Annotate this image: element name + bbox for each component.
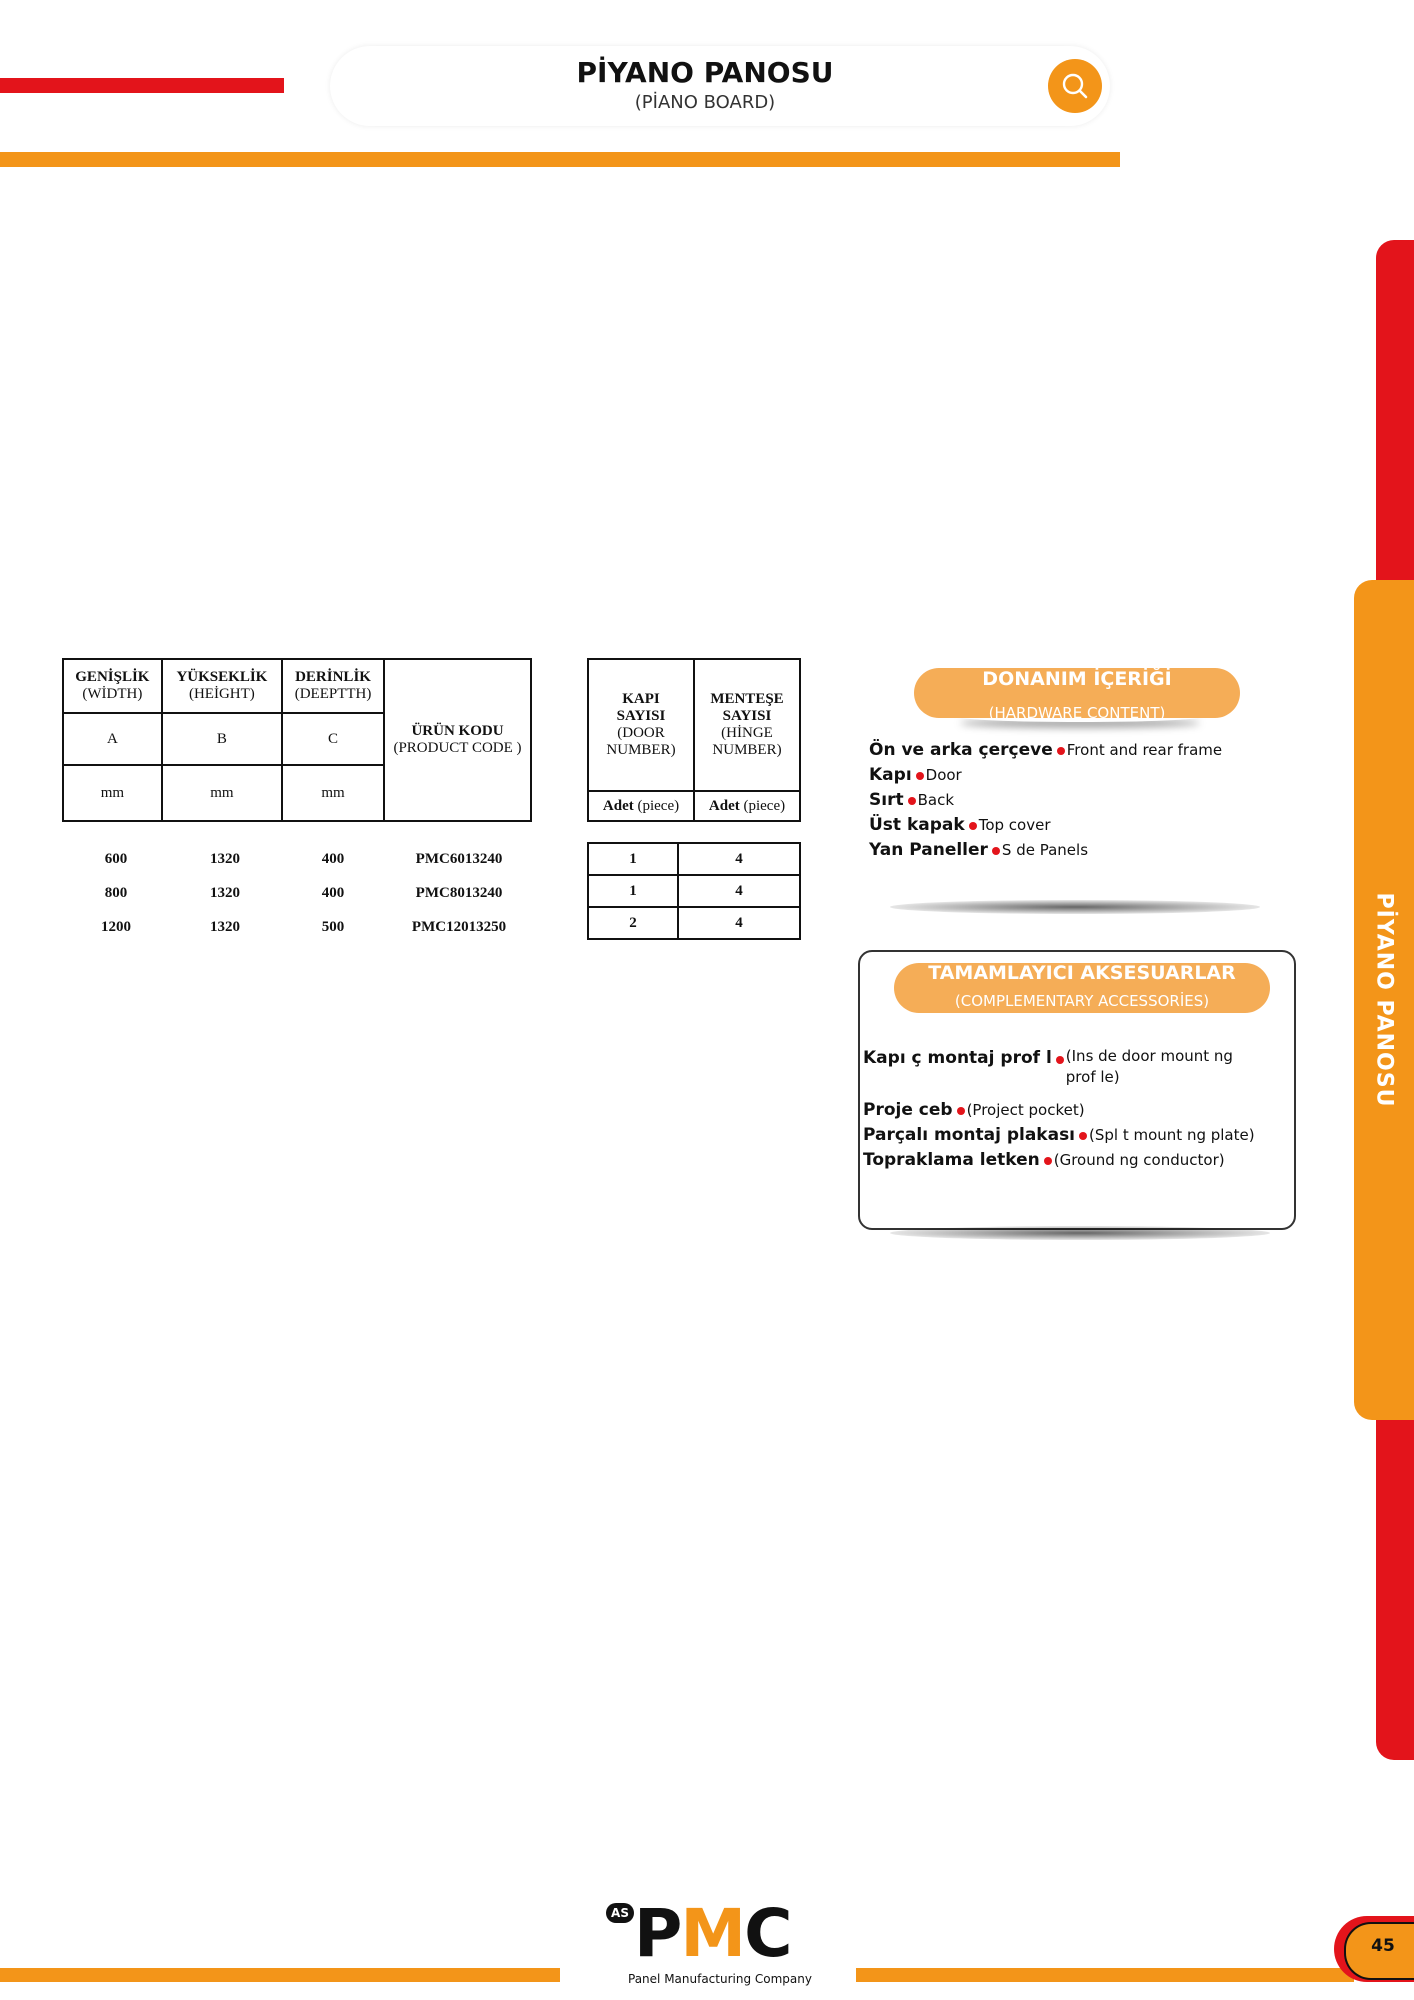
table-row: 800 1320 400 PMC8013240 (104, 884, 503, 901)
table-row: 1 4 (588, 843, 800, 875)
height-letter: B (162, 713, 282, 765)
width-letter: A (63, 713, 162, 765)
bullet-dot-icon (1079, 1132, 1087, 1140)
bullet-dot-icon (1057, 747, 1065, 755)
hardware-title: DONANIM İÇERİĞİ (982, 668, 1172, 690)
height-unit: mm (162, 765, 282, 821)
bullet-dot-icon (1056, 1056, 1064, 1064)
count-header-table (587, 658, 801, 822)
height-header: YÜKSEKLİK (HEİGHT) (162, 659, 282, 713)
hinge-count-unit: Adet (piece) (694, 791, 800, 821)
logo-subtitle: Panel Manufacturing Company (628, 1972, 812, 1986)
list-item: Yan Paneller S de Panels (869, 840, 1089, 860)
list-item: Üst kapak Top cover (869, 815, 1051, 835)
accessories-title: TAMAMLAYICI AKSESUARLAR (928, 962, 1236, 984)
bullet-dot-icon (992, 847, 1000, 855)
hinge-count-header: MENTEŞE SAYISI (HİNGE NUMBER) (694, 659, 800, 791)
footer-bar-right (856, 1968, 1354, 1982)
table-row: 2 4 (588, 907, 800, 939)
depth-unit: mm (282, 765, 384, 821)
side-tab-label-wrap (1354, 580, 1414, 1420)
dimensions-values-table (62, 842, 532, 944)
dimensions-header-table (62, 658, 532, 822)
hardware-bottom-shadow (890, 900, 1260, 914)
page-subtitle: (PİANO BOARD) (634, 92, 776, 113)
accessories-subtitle: (COMPLEMENTARY ACCESSORİES) (954, 992, 1210, 1010)
table-row: 1 4 (588, 875, 800, 907)
width-unit: mm (63, 765, 162, 821)
depth-letter: C (282, 713, 384, 765)
footer-bar-left (0, 1968, 560, 1982)
bullet-dot-icon (1044, 1157, 1052, 1165)
door-count-unit: Adet (piece) (588, 791, 694, 821)
accessories-list (863, 1046, 1291, 1173)
list-item: Parçalı montaj plakası (Spl t mount ng plate) (863, 1125, 1255, 1145)
search-icon (1048, 59, 1102, 113)
list-item: Kapı Door (869, 765, 962, 785)
list-item: Kapı ç montaj prof l (Ins de door mount ng prof le) (863, 1047, 1233, 1086)
hardware-subtitle: (HARDWARE CONTENT) (988, 704, 1166, 722)
list-item: Ön ve arka çerçeve Front and rear frame (869, 740, 1223, 760)
door-count-header: KAPI SAYISI (DOOR NUMBER) (588, 659, 694, 791)
bullet-dot-icon (957, 1107, 965, 1115)
count-values-table (587, 842, 801, 940)
accessories-bottom-shadow (890, 1226, 1270, 1240)
logo: PMC (634, 1895, 791, 1972)
list-item: Sırt Back (869, 790, 955, 810)
bullet-dot-icon (916, 772, 924, 780)
table-row: 600 1320 400 PMC6013240 (104, 850, 503, 867)
product-code-header: ÜRÜN KODU (PRODUCT CODE ) (384, 659, 531, 821)
hardware-list (869, 738, 1289, 863)
side-tab-label: PİYANO PANOSU (1371, 892, 1397, 1108)
bullet-dot-icon (969, 822, 977, 830)
page-title: PİYANO PANOSU (576, 56, 834, 89)
search-button[interactable] (1048, 59, 1102, 113)
list-item: Topraklama letken (Ground ng conductor) (863, 1150, 1225, 1170)
header-red-bar (0, 78, 284, 93)
bullet-dot-icon (908, 797, 916, 805)
list-item: Proje ceb (Project pocket) (863, 1100, 1085, 1120)
table-row: 1200 1320 500 PMC12013250 (101, 918, 507, 935)
width-header: GENİŞLİK (WİDTH) (63, 659, 162, 713)
depth-header: DERİNLİK (DEEPTTH) (282, 659, 384, 713)
page-number: 45 (1371, 1936, 1395, 1956)
logo-as-badge: AS (606, 1903, 634, 1923)
header-orange-bar (0, 152, 1120, 167)
